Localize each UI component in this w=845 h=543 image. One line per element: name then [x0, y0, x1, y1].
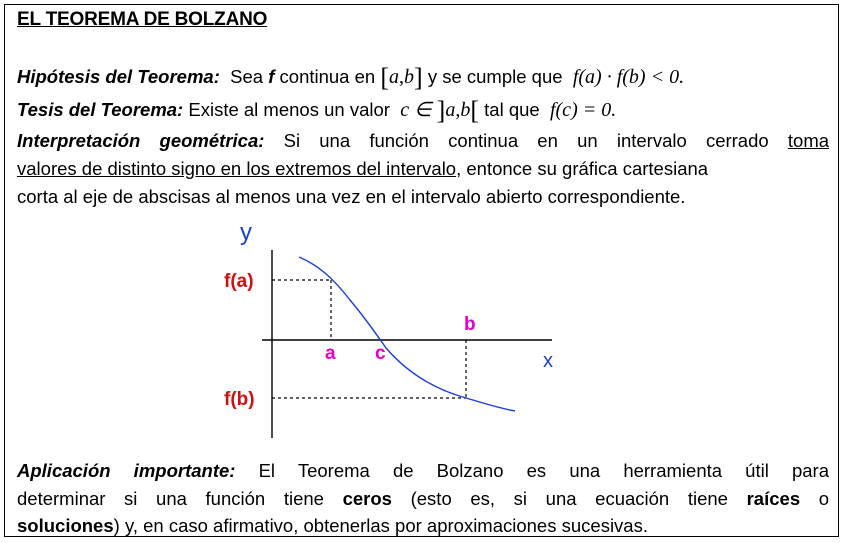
- open-interval-b: b: [460, 99, 471, 121]
- thesis-text-2: tal que: [484, 99, 540, 120]
- interpretation-text-2: , entonce su gráfica cartesiana: [456, 158, 709, 179]
- interpretation-label: Interpretación geométrica:: [17, 130, 265, 151]
- application-bold-raices: raíces: [746, 488, 801, 509]
- interval-b: b: [404, 66, 415, 88]
- fb-label: f(b): [224, 389, 255, 410]
- hypothesis-condition: f(a) · f(b) < 0.: [572, 66, 685, 88]
- thesis-c-in: c ∈: [400, 99, 432, 121]
- hypothesis-text-3: y se cumple que: [427, 66, 563, 87]
- application-line-1: [17, 460, 829, 482]
- fa-label: f(a): [224, 271, 254, 292]
- application-text-2d: o: [818, 488, 830, 509]
- interpretation-line-2: [17, 158, 829, 180]
- application-text-3: ) y, en caso afirmativo, obtenerlas por aproximaciones sucesivas.: [113, 515, 648, 536]
- thesis-label: Tesis del Teorema:: [17, 99, 184, 120]
- a-label: a: [325, 343, 336, 364]
- application-line-2: [17, 488, 829, 510]
- application-line-3: [17, 515, 648, 537]
- application-text-1: El Teorema de Bolzano es una herramienta útil para: [258, 460, 829, 481]
- thesis-text-1: Existe al menos un valor: [188, 99, 390, 120]
- application-bold-ceros: ceros: [342, 488, 392, 509]
- x-axis-label: x: [543, 350, 553, 372]
- application-bold-soluciones: soluciones: [17, 515, 114, 536]
- application-text-2a: determinar si una función tiene: [17, 488, 324, 509]
- c-label: c: [375, 343, 386, 364]
- thesis-line: Tesis del Teorema: Existe al menos un valor c ∈ ]a,b[ tal que f(c) = 0.: [17, 96, 617, 125]
- hypothesis-text-2: continua en: [279, 66, 376, 87]
- interpretation-text-1: Si una función continua en un intervalo cerrado: [283, 130, 769, 151]
- y-axis-label: y: [240, 219, 252, 246]
- hypothesis-line: Hipótesis del Teorema: Sea f continua en [a,b] y se cumple que f(a) · f(b) < 0.: [17, 63, 685, 92]
- interpretation-underline-2: valores de distinto signo en los extremos del intervalo: [17, 158, 457, 179]
- interval-a: a: [389, 66, 400, 88]
- interpretation-line-3: corta al eje de abscisas al menos una vez en el intervalo abierto correspondiente.: [17, 186, 686, 207]
- hypothesis-text-1: Sea: [230, 66, 264, 87]
- b-label: b: [464, 314, 476, 335]
- hypothesis-function: f: [268, 66, 275, 87]
- thesis-condition: f(c) = 0.: [549, 99, 617, 121]
- application-text-2c: (esto es, si una ecuación tiene: [410, 488, 728, 509]
- open-interval-a: a: [445, 99, 456, 121]
- interpretation-underline-1: toma: [787, 130, 830, 151]
- page-title: EL TEOREMA DE BOLZANO: [17, 9, 268, 30]
- hypothesis-label: Hipótesis del Teorema:: [17, 66, 220, 87]
- application-label: Aplicación importante:: [17, 460, 236, 481]
- interpretation-line-1: [17, 130, 829, 152]
